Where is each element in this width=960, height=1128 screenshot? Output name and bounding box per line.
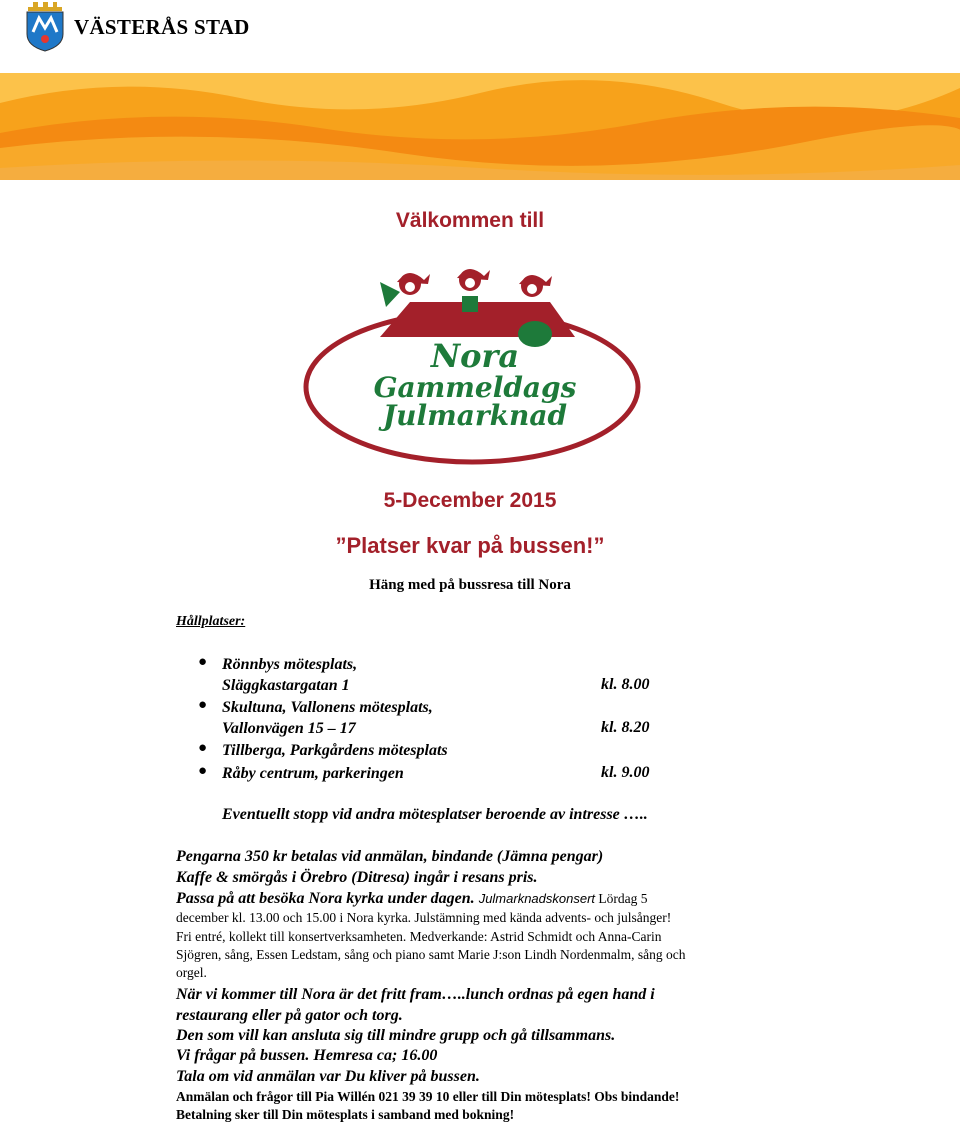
city-crest-icon xyxy=(24,2,66,52)
concert-line-1: december kl. 13.00 och 15.00 i Nora kyrka. Julstämning med kända advents- och julsånger! xyxy=(176,910,672,925)
stop-4-line1: Råby centrum, parkeringen xyxy=(222,765,404,782)
trip-intro: Häng med på bussresa till Nora xyxy=(369,577,571,593)
price-info: Pengarna 350 kr betalas vid anmälan, bindande (Jämna pengar) xyxy=(176,848,604,865)
concert-day: Lördag 5 xyxy=(595,891,648,906)
free-time-line-4: Vi frågar på bussen. Hemresa ca; 16.00 xyxy=(176,1047,438,1064)
stop-2-line2: Vallonvägen 15 – 17 xyxy=(222,720,356,737)
brand-name: VÄSTERÅS STAD xyxy=(74,14,250,39)
free-time-line-5: Tala om vid anmälan var Du kliver på bussen. xyxy=(176,1068,480,1085)
concert-line-3: Sjögren, sång, Essen Ledstam, sång och piano samt Marie J:son Lindh Nordenmalm, sång och xyxy=(176,947,686,962)
logo-line-nora: Nora xyxy=(430,337,520,375)
stop-1-time: kl. 8.00 xyxy=(601,676,650,693)
event-date: 5-December 2015 xyxy=(383,489,557,512)
concert-title: Julmarknadskonsert xyxy=(478,891,596,906)
bullet-icon: ● xyxy=(198,697,208,713)
logo-line-gammeldags: Gammeldags xyxy=(373,371,577,404)
stop-2-time: kl. 8.20 xyxy=(601,719,650,736)
free-time-line-1: När vi kommer till Nora är det fritt fram…..lunch ordnas på egen hand i xyxy=(176,986,655,1003)
bullet-icon: ● xyxy=(198,740,208,756)
nora-julmarknad-logo xyxy=(300,262,645,467)
free-time-line-2: restaurang eller på gator och torg. xyxy=(176,1007,403,1024)
extra-stops-note: Eventuellt stopp vid andra mötesplatser beroende av intresse ….. xyxy=(222,806,648,823)
contact-info: Anmälan och frågor till Pia Willén 021 39 39 10 eller till Din mötesplats! Obs bindande! xyxy=(176,1089,680,1104)
concert-line-2: Fri entré, kollekt till konsertverksamheten. Medverkande: Astrid Schmidt och Anna-Carin xyxy=(176,929,662,944)
stop-4-time: kl. 9.00 xyxy=(601,764,650,781)
stop-2-line1: Skultuna, Vallonens mötesplats, xyxy=(222,699,433,716)
brand-header xyxy=(24,2,250,52)
logo-line-julmarknad: Julmarknad xyxy=(382,399,568,432)
free-time-line-3: Den som vill kan ansluta sig till mindre grupp och gå tillsammans. xyxy=(176,1027,616,1044)
bullet-icon: ● xyxy=(198,763,208,779)
stop-1-line1: Rönnbys mötesplats, xyxy=(222,656,358,673)
stops-heading: Hållplatser: xyxy=(176,614,246,629)
payment-info: Betalning sker till Din mötesplats i samband med bokning! xyxy=(176,1107,515,1122)
coffee-info: Kaffe & smörgås i Örebro (Ditresa) ingår i resans pris. xyxy=(176,869,538,886)
concert-line-4: orgel. xyxy=(176,965,207,980)
church-lead: Passa på att besöka Nora kyrka under dagen. xyxy=(176,890,475,907)
stop-3-line1: Tillberga, Parkgårdens mötesplats xyxy=(222,742,448,759)
seats-left-headline: ”Platser kvar på bussen!” xyxy=(335,533,605,558)
decorative-banner xyxy=(0,73,960,180)
bullet-icon: ● xyxy=(198,654,208,670)
church-info xyxy=(176,890,648,908)
stop-1-line2: Släggkastargatan 1 xyxy=(222,677,350,694)
welcome-heading: Välkommen till xyxy=(395,209,545,232)
